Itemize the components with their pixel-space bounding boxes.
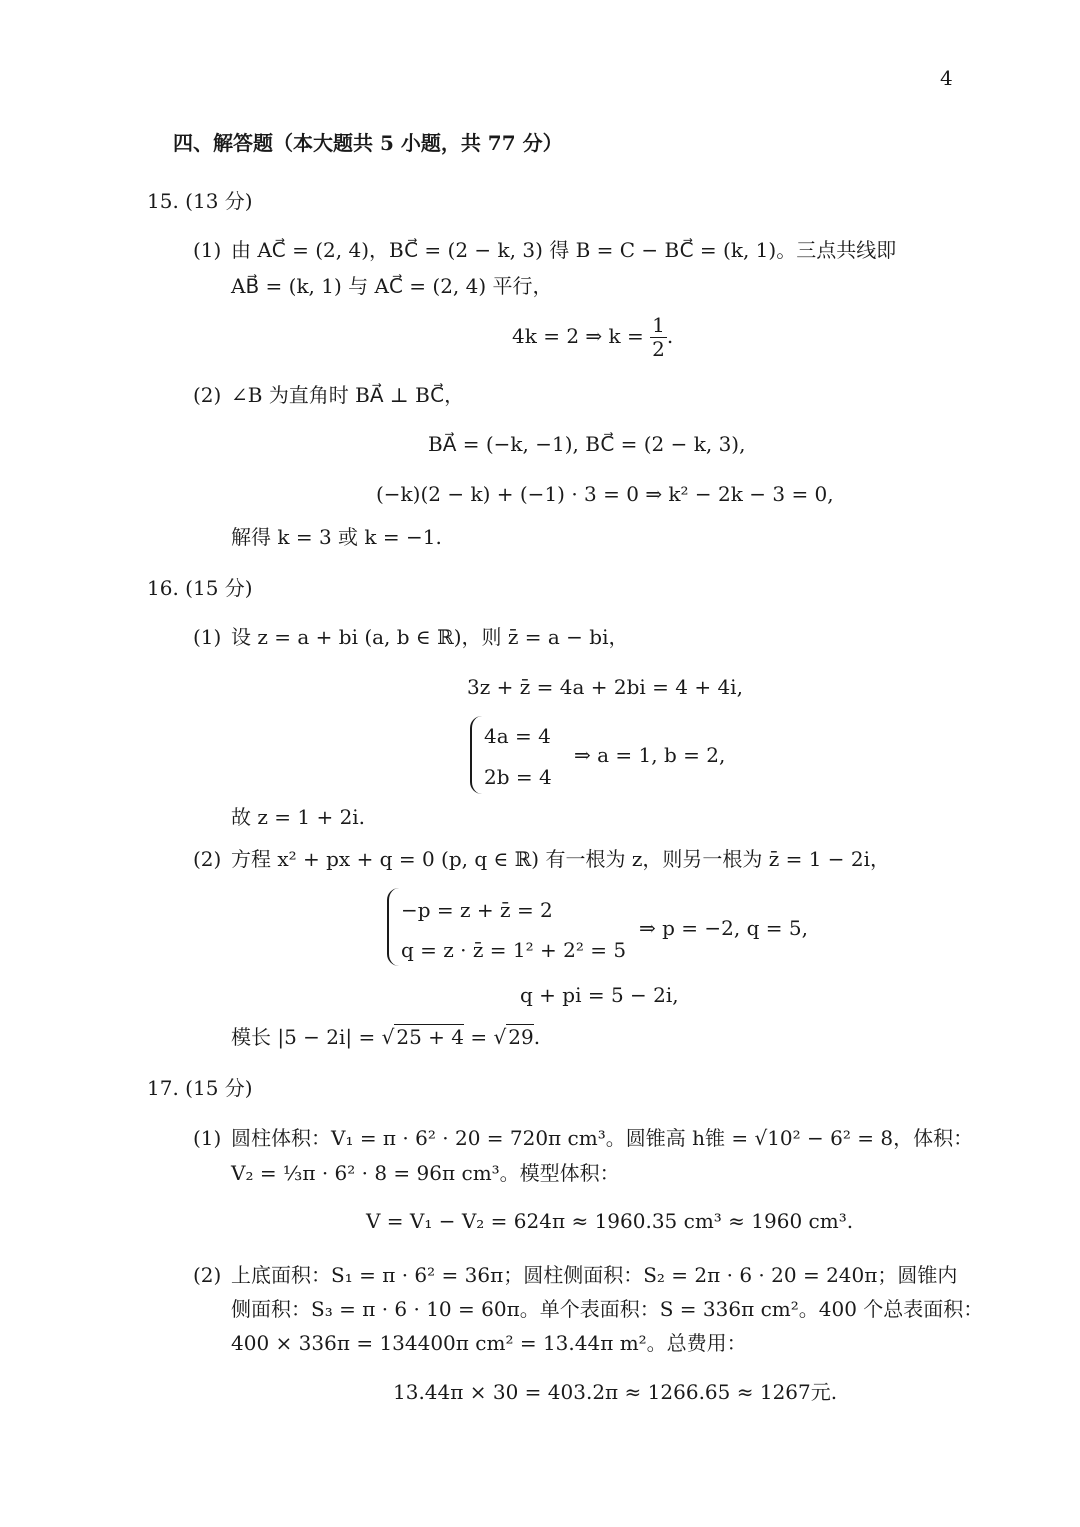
problem-16-part-2-line-1: 方程 x² + px + q = 0 (p, q ∈ ℝ) 有一根为 z，则另一根为 z̄ = 1 − 2i， (231, 847, 891, 871)
problem-17-part-2-line-3: 400 × 336π = 134400π cm² = 13.44π m²。总费用： (231, 1331, 747, 1355)
system-result: ⇒ a = 1, b = 2, (574, 743, 726, 767)
problem-17-part-1-line-2: V₂ = ⅓π · 6² · 8 = 96π cm³。模型体积： (231, 1161, 620, 1185)
problem-17-part-2-line-1: 上底面积：S₁ = π · 6² = 36π；圆柱侧面积：S₂ = 2π · 6 · 20 = 240π；圆锥内 (231, 1263, 958, 1287)
problem-17-part-2-equation: 13.44π × 30 = 403.2π ≈ 1266.65 ≈ 1267元. (393, 1380, 838, 1404)
problem-16-part-1-line-2: 故 z = 1 + 2i. (231, 805, 366, 829)
system-result: ⇒ p = −2, q = 5, (639, 916, 808, 940)
system-line-1: −p = z + z̄ = 2 (401, 898, 553, 922)
problem-16-part-2-line-2 (231, 1027, 540, 1047)
problem-17-part-1-equation: V = V₁ − V₂ = 624π ≈ 1960.35 cm³ ≈ 1960 cm³. (366, 1209, 854, 1233)
problem-17-part-2-label: (2) (193, 1263, 222, 1287)
problem-15-header: 15. (13 分) (147, 189, 253, 213)
fraction-denominator: 2 (652, 337, 665, 361)
problem-16-part-1-system (470, 716, 730, 794)
system-line-2: 2b = 4 (484, 765, 552, 789)
problem-16-part-1-line-1: 设 z = a + bi (a, b ∈ ℝ)，则 z̄ = a − bi， (231, 625, 629, 649)
problem-15-part-2-line-2: 解得 k = 3 或 k = −1. (231, 525, 442, 549)
problem-16-header: 16. (15 分) (147, 576, 253, 600)
problem-16-part-2-equation: q + pi = 5 − 2i, (520, 983, 679, 1007)
problem-17-header: 17. (15 分) (147, 1076, 253, 1100)
problem-17-part-1-label: (1) (193, 1126, 222, 1150)
problem-15-part-1-line-1: 由 AC⃗ = (2, 4)，BC⃗ = (2 − k, 3) 得 B = C − BC⃗ = (k, 1)。三点共线即 (231, 238, 897, 262)
problem-15-part-2-equation-2: (−k)(2 − k) + (−1) · 3 = 0 ⇒ k² − 2k − 3 = 0, (376, 482, 834, 506)
problem-15-part-2-equation-1: BA⃗ = (−k, −1), BC⃗ = (2 − k, 3), (428, 432, 746, 456)
section-title: 四、解答题（本大题共 5 小题，共 77 分） (173, 131, 563, 155)
page-number: 4 (940, 66, 953, 90)
problem-15-part-1-line-2: AB⃗ = (k, 1) 与 AC⃗ = (2, 4) 平行， (231, 274, 553, 298)
problem-15-part-1-label: (1) (193, 238, 222, 262)
system-line-2: q = z · z̄ = 1² + 2² = 5 (401, 938, 627, 962)
system-line-1: 4a = 4 (484, 724, 551, 748)
fraction (650, 314, 667, 361)
problem-16-part-2-system (387, 888, 807, 966)
problem-17-part-2-line-2: 侧面积：S₃ = π · 6 · 10 = 60π。单个表面积：S = 336π cm²。400 个总表面积： (231, 1297, 984, 1321)
modulus-mid: = √ (464, 1025, 507, 1049)
problem-15-part-2-line-1: ∠B 为直角时 BA⃗ ⊥ BC⃗， (231, 383, 465, 407)
problem-16-part-1-equation: 3z + z̄ = 4a + 2bi = 4 + 4i, (467, 675, 743, 699)
radicand-1: 25 + 4 (396, 1025, 465, 1049)
problem-16-part-2-label: (2) (193, 847, 222, 871)
radicand-2: 29 (508, 1025, 534, 1049)
equation-text: 4k = 2 ⇒ k = (512, 324, 644, 348)
equation-tail: . (666, 324, 674, 348)
problem-15-part-1-equation (512, 314, 673, 361)
modulus-prefix: 模长 |5 − 2i| = √ (231, 1025, 395, 1049)
problem-17-part-1-line-1: 圆柱体积：V₁ = π · 6² · 20 = 720π cm³。圆锥高 h锥 = √10² − 6² = 8，体积： (231, 1126, 974, 1150)
modulus-tail: . (533, 1025, 541, 1049)
problem-16-part-1-label: (1) (193, 625, 222, 649)
problem-15-part-2-label: (2) (193, 383, 222, 407)
fraction-numerator: 1 (652, 313, 665, 337)
